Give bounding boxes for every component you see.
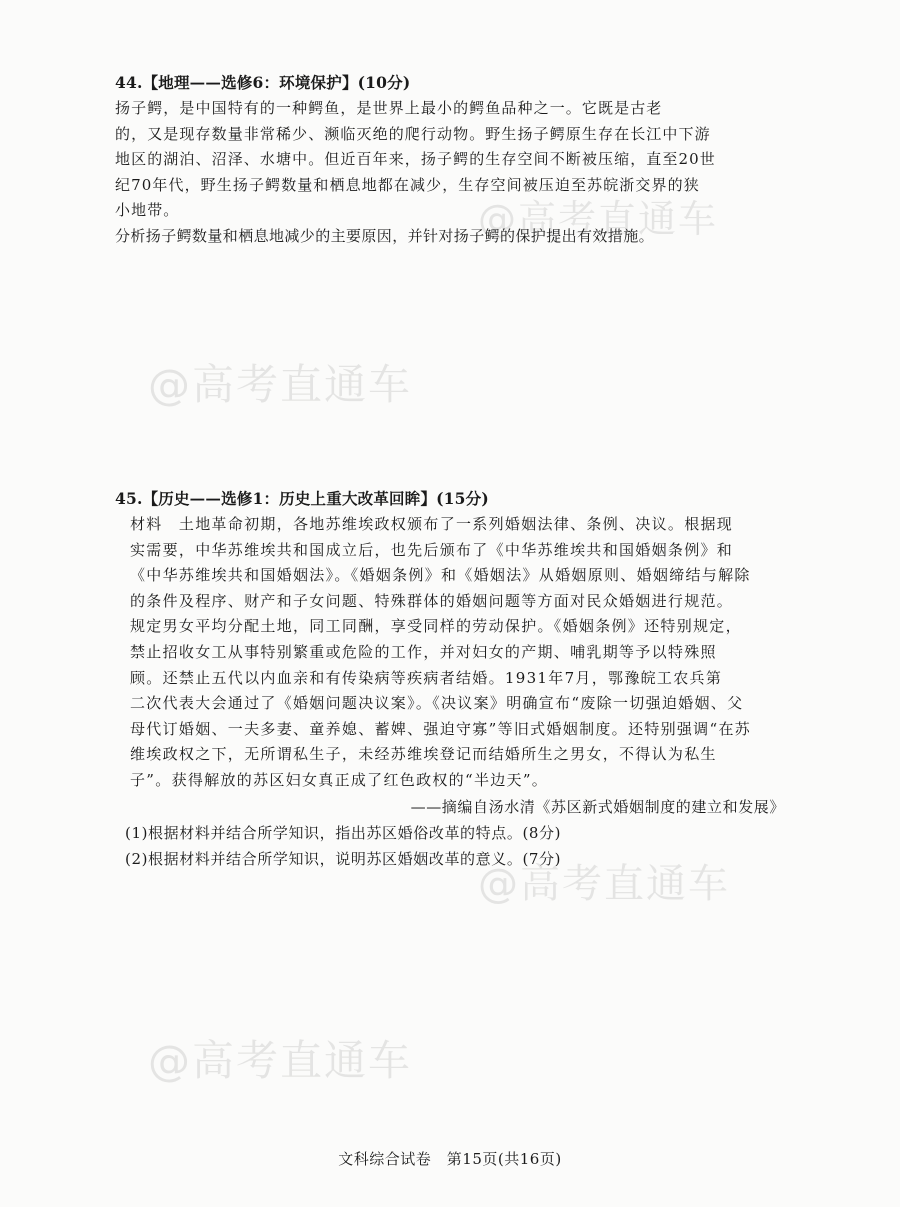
watermark: @高考直通车 bbox=[478, 861, 730, 907]
material-line: 子”。获得解放的苏区妇女真正成了红色政权的“半边天”。 bbox=[130, 770, 549, 789]
material-line: 禁止招收女工从事特别繁重或危险的工作，并对妇女的产期、哺乳期等予以特殊照 bbox=[130, 642, 717, 661]
material-line: 二次代表大会通过了《婚姻问题决议案》。《决议案》明确宣布“废除一切强迫婚姻、父 bbox=[130, 694, 744, 713]
question-44 bbox=[115, 72, 785, 250]
watermark: @高考直通车 bbox=[148, 1036, 413, 1085]
page-footer: 文科综合试卷 第15页(共16页) bbox=[338, 1150, 562, 1168]
material-line: 实需要，中华苏维埃共和国成立后，也先后颁布了《中华苏维埃共和国婚姻条例》和 bbox=[130, 540, 734, 559]
material-line: 顾。还禁止五代以内血亲和有传染病等疾病者结婚。1931年7月，鄂豫皖工农兵第 bbox=[130, 668, 723, 687]
passage-line: 扬子鳄，是中国特有的一种鳄鱼，是世界上最小的鳄鱼品种之一。它既是古老 bbox=[115, 99, 663, 117]
question-44-prompt: 分析扬子鳄数量和栖息地减少的主要原因，并针对扬子鳄的保护提出有效措施。 bbox=[115, 226, 655, 245]
question-44-heading: 44.【地理——选修6：环境保护】(10分) bbox=[115, 73, 411, 92]
question-45 bbox=[115, 488, 785, 872]
material-line: 材料 土地革命初期，各地苏维埃政权颁布了一系列婚姻法律、条例、决议。根据现 bbox=[130, 515, 734, 533]
sub-question-2: (2)根据材料并结合所学知识，说明苏区婚姻改革的意义。(7分) bbox=[125, 849, 562, 868]
material-source: ——摘编自汤水清《苏区新式婚姻制度的建立和发展》 bbox=[410, 797, 785, 816]
watermark: @高考直通车 bbox=[478, 197, 719, 241]
question-44-passage bbox=[115, 96, 785, 250]
material-line: 《中华苏维埃共和国婚姻法》。《婚姻条例》和《婚姻法》从婚姻原则、婚姻缔结与解除 bbox=[130, 566, 751, 585]
passage-line: 纪70年代，野生扬子鳄数量和栖息地都在减少，生存空间被压迫至苏皖浙交界的狭 bbox=[115, 175, 700, 194]
passage-line: 小地带。 bbox=[115, 201, 180, 220]
passage-line: 的，又是现存数量非常稀少、濒临灭绝的爬行动物。野生扬子鳄原生存在长江中下游 bbox=[115, 124, 711, 143]
watermark: @高考直通车 bbox=[148, 360, 413, 409]
material-line: 的条件及程序、财产和子女问题、特殊群体的婚姻问题等方面对民众婚姻进行规范。 bbox=[130, 591, 734, 610]
question-45-heading: 45.【历史——选修1：历史上重大改革回眸】(15分) bbox=[115, 489, 489, 508]
material-line: 维埃政权之下，无所谓私生子，未经苏维埃登记而结婚所生之男女，不得认为私生 bbox=[130, 745, 717, 764]
passage-line: 地区的湖泊、沼泽、水塘中。但近百年来，扬子鳄的生存空间不断被压缩，直至20世 bbox=[115, 150, 716, 169]
sub-question-1: (1)根据材料并结合所学知识，指出苏区婚俗改革的特点。(8分) bbox=[125, 823, 562, 842]
question-45-material bbox=[115, 512, 785, 794]
material-line: 母代订婚姻、一夫多妻、童养媳、蓄婢、强迫守寡”等旧式婚姻制度。还特别强调“在苏 bbox=[130, 719, 752, 738]
material-line: 规定男女平均分配土地，同工同酬，享受同样的劳动保护。《婚姻条例》还特别规定， bbox=[130, 617, 742, 636]
